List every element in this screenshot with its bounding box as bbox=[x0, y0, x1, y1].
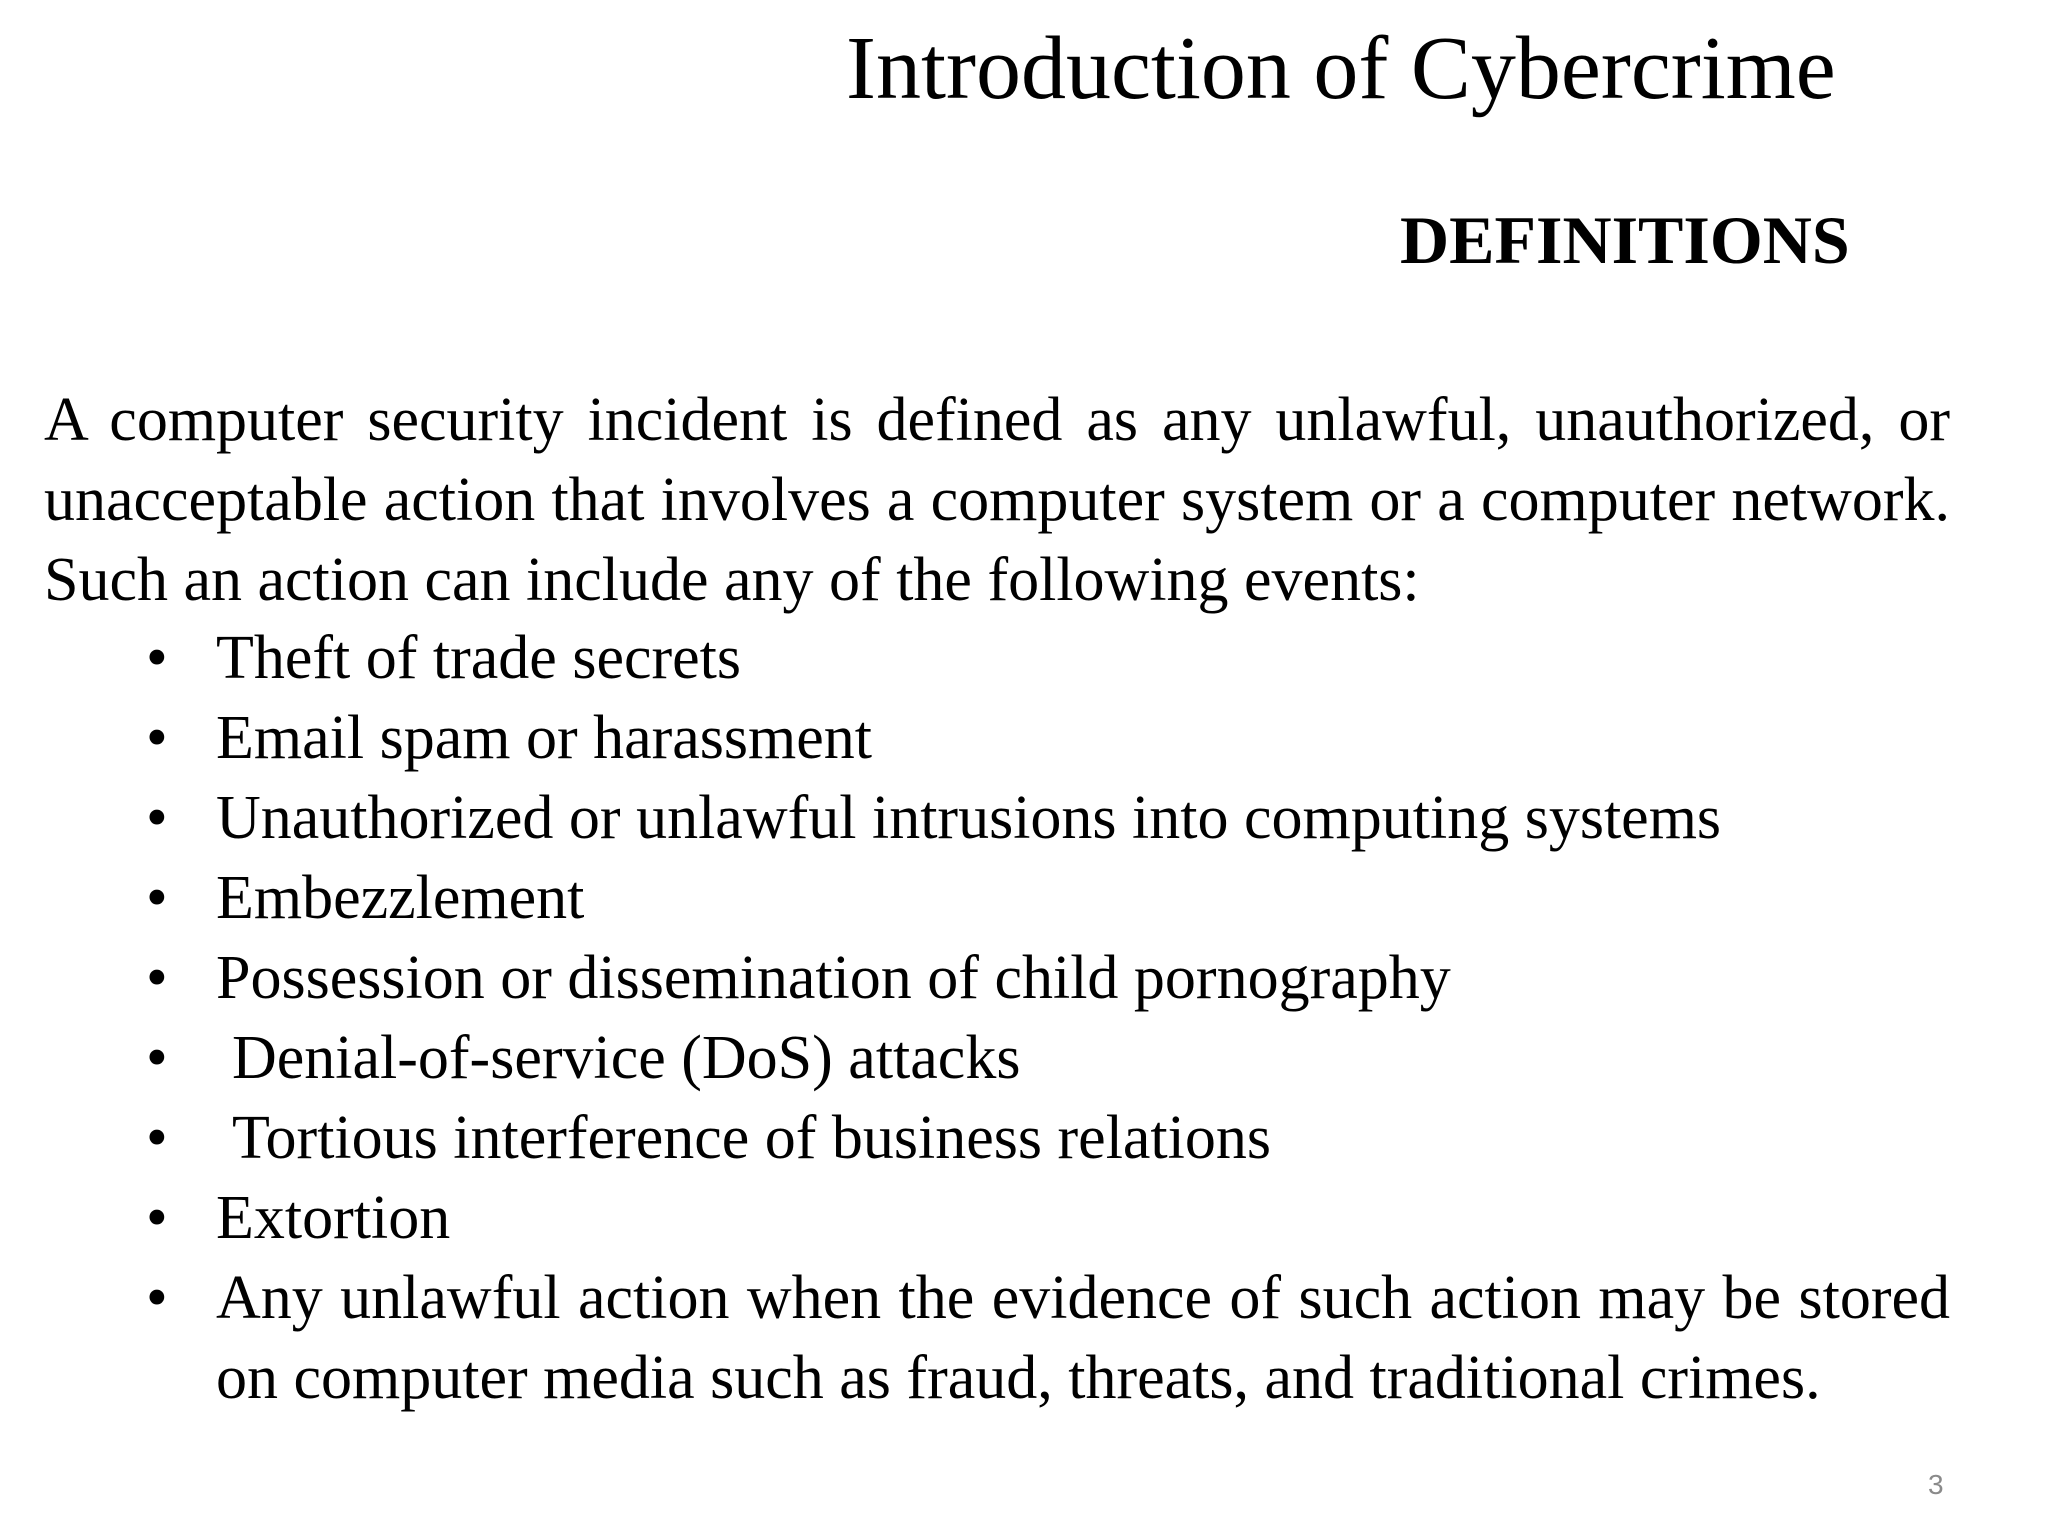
list-item-text: Tortious interference of business relations bbox=[232, 1104, 1272, 1172]
bullet-icon: • bbox=[146, 704, 168, 772]
list-item-text: Possession or dissemination of child pornography bbox=[216, 944, 1451, 1012]
slide-title: Introduction of Cybercrime bbox=[846, 19, 1836, 118]
list-item-text: Embezzlement bbox=[216, 864, 585, 932]
list-item bbox=[140, 618, 1950, 698]
bullet-icon: • bbox=[146, 1264, 168, 1332]
list-item bbox=[140, 1178, 1950, 1258]
list-item bbox=[140, 1258, 1950, 1418]
list-item bbox=[140, 1018, 1950, 1098]
list-item-text: Denial-of-service (DoS) attacks bbox=[232, 1024, 1021, 1092]
list-item-text: Extortion bbox=[216, 1184, 451, 1252]
list-item-text: Unauthorized or unlawful intrusions into computing systems bbox=[216, 784, 1722, 852]
list-item bbox=[140, 938, 1950, 1018]
bullet-icon: • bbox=[146, 624, 168, 692]
page-number: 3 bbox=[1928, 1469, 1944, 1500]
bullet-icon: • bbox=[146, 1024, 168, 1092]
list-item-text: Any unlawful action when the evidence of such action may be stored on computer media such as fraud, threats, and traditional crimes. bbox=[216, 1264, 1950, 1412]
events-list bbox=[140, 618, 1950, 1418]
list-item bbox=[140, 1098, 1950, 1178]
list-item bbox=[140, 698, 1950, 778]
list-item bbox=[140, 858, 1950, 938]
list-item-text: Email spam or harassment bbox=[216, 704, 872, 772]
bullet-icon: • bbox=[146, 864, 168, 932]
bullet-icon: • bbox=[146, 784, 168, 852]
section-heading: DEFINITIONS bbox=[1400, 202, 1850, 278]
list-item bbox=[140, 778, 1950, 858]
intro-paragraph: A computer security incident is defined as any unlawful, unauthorized, or unacceptable action that involves a computer system or a computer network. Such an action can include any of the following events: bbox=[44, 386, 1950, 614]
bullet-icon: • bbox=[146, 1104, 168, 1172]
bullet-icon: • bbox=[146, 944, 168, 1012]
bullet-icon: • bbox=[146, 1184, 168, 1252]
list-item-text: Theft of trade secrets bbox=[216, 624, 742, 692]
